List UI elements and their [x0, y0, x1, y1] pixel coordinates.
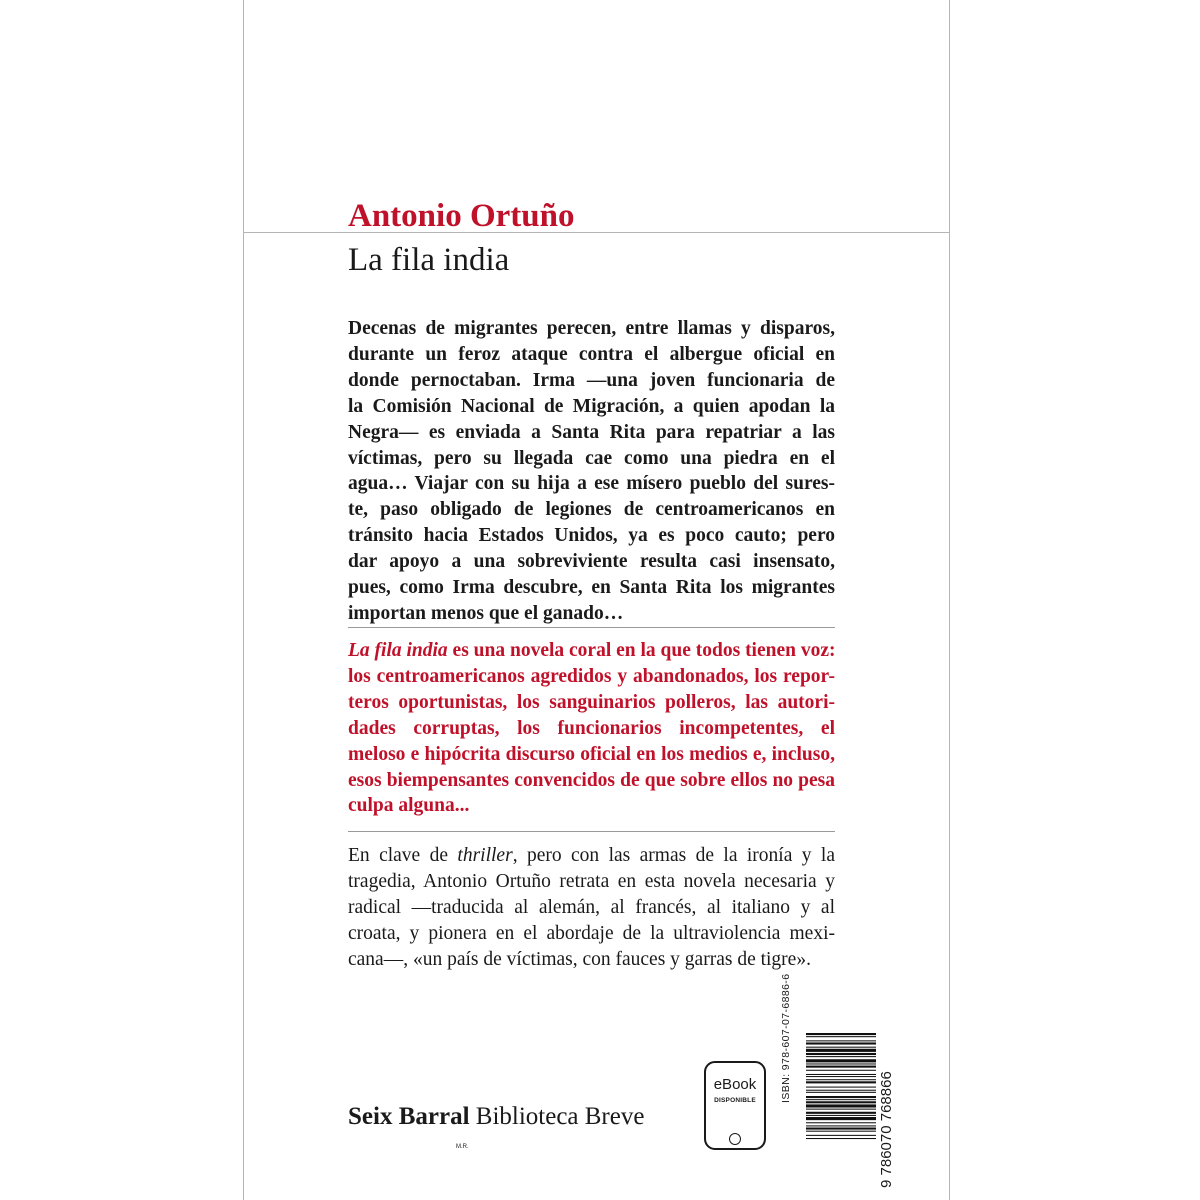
trademark-mark: M.R. — [456, 1144, 469, 1150]
barcode-bar — [806, 1059, 876, 1062]
barcode-digits-wrap — [878, 1033, 894, 1188]
publisher-imprint — [348, 1101, 644, 1133]
barcode-bar — [806, 1036, 876, 1037]
barcode-bar — [806, 1081, 876, 1083]
barcode-bar — [806, 1056, 876, 1057]
barcode-bar — [806, 1099, 876, 1100]
review-line-end: , pero con las armas de la ironía y la — [512, 845, 836, 866]
divider-line — [348, 831, 835, 832]
book-title: La fila india — [348, 242, 510, 278]
synopsis-line: Negra— es enviada a Santa Rita para repatriar a las — [348, 421, 835, 443]
barcode-bar — [806, 1049, 876, 1052]
ebook-badge — [704, 1061, 766, 1150]
ebook-label: eBook — [713, 1076, 757, 1093]
barcode-bar — [806, 1079, 876, 1080]
highlight-line: los centroamericanos agredidos y abandonados, los repor- — [348, 665, 835, 687]
synopsis-line: pues, como Irma descubre, en Santa Rita los migrantes — [348, 577, 835, 599]
synopsis-line: víctimas, pero su llegada cae como una piedra en el — [348, 447, 835, 469]
home-button-icon — [729, 1133, 741, 1145]
highlight-line: culpa alguna... — [348, 795, 470, 817]
review-line-start: En clave de — [348, 845, 458, 866]
synopsis-line: importan menos que el ganado… — [348, 602, 624, 624]
synopsis-line: Decenas de migrantes perecen, entre llamas y disparos, — [348, 318, 835, 339]
barcode-bar — [806, 1135, 876, 1136]
highlight-line: meloso e hipócrita discurso oficial en los medios e, incluso, — [348, 743, 835, 765]
review-line — [348, 843, 835, 869]
highlight-line-rest: es una novela coral en la que todos tienen voz: — [447, 640, 836, 661]
barcode-bar — [806, 1040, 876, 1041]
barcode-bar — [806, 1125, 876, 1126]
barcode-bar — [806, 1131, 876, 1132]
barcode-bar — [806, 1112, 876, 1114]
synopsis-line: agua… Viajar con su hija a ese mísero pueblo del sures- — [348, 473, 835, 495]
barcode-bar — [806, 1042, 876, 1044]
synopsis-line: la Comisión Nacional de Migración, a quien apodan la — [348, 395, 835, 417]
author-name: Antonio Ortuño — [348, 198, 575, 234]
barcode-bar — [806, 1101, 876, 1103]
barcode-bar — [806, 1063, 876, 1064]
publisher-name: Seix Barral — [348, 1103, 470, 1130]
highlight-line: esos biempensantes convencidos de que sobre ellos no pesa — [348, 769, 835, 791]
isbn-label: ISBN: 978-607-07-6886-6 — [780, 973, 792, 1103]
collection-name: Biblioteca Breve — [469, 1103, 645, 1130]
highlight-line: dades corruptas, los funcionarios incompetentes, el — [348, 717, 835, 739]
barcode-bar — [806, 1115, 876, 1116]
barcode — [806, 1033, 876, 1173]
synopsis-line: te, paso obligado de legiones de centroamericanos en — [348, 499, 835, 521]
book-title-italic: La fila india — [348, 640, 448, 661]
ebook-sub-label: DISPONIBLE — [714, 1097, 756, 1104]
barcode-bar — [806, 1128, 876, 1130]
highlight-line: teros oportunistas, los sanguinarios polleros, las autori- — [348, 691, 835, 713]
barcode-digits: 9 786070 768866 — [878, 1071, 895, 1188]
thriller-italic: thriller — [457, 845, 513, 866]
barcode-bar — [806, 1053, 876, 1055]
barcode-bar — [806, 1087, 876, 1088]
review-line: tragedia, Antonio Ortuño retrata en esta novela necesaria y — [348, 870, 835, 892]
highlight-paragraph — [348, 638, 835, 819]
review-paragraph — [348, 843, 835, 973]
barcode-bar — [806, 1104, 876, 1107]
barcode-bar — [806, 1092, 876, 1093]
barcode-bar — [806, 1117, 876, 1120]
barcode-bar — [806, 1109, 876, 1110]
divider-line — [348, 627, 835, 628]
barcode-bar — [806, 1033, 876, 1035]
barcode-bar — [806, 1138, 876, 1139]
barcode-bar — [806, 1096, 876, 1098]
synopsis-paragraph — [348, 316, 835, 627]
synopsis-line: dar apoyo a una sobreviviente resulta casi insensato, — [348, 551, 835, 573]
review-line: croata, y pionera en el abordaje de la ultraviolencia mexi- — [348, 922, 835, 944]
barcode-bar — [806, 1074, 876, 1075]
review-line: radical —traducida al alemán, al francés, al italiano y al — [348, 896, 835, 918]
barcode-bar — [806, 1122, 876, 1123]
barcode-bar — [806, 1047, 876, 1048]
synopsis-line: tránsito hacia Estados Unidos, ya es poco cauto; pero — [348, 525, 835, 547]
barcode-bar — [806, 1066, 876, 1068]
synopsis-line: durante un feroz ataque contra el albergue oficial en — [348, 343, 835, 365]
synopsis-line: donde pernoctaban. Irma —una joven funcionaria de — [348, 369, 835, 391]
barcode-bar — [806, 1090, 876, 1091]
barcode-bar — [806, 1076, 876, 1077]
highlight-line — [348, 638, 835, 664]
review-line: cana—, «un país de víctimas, con fauces y garras de tigre». — [348, 948, 811, 970]
barcode-bar — [806, 1070, 876, 1071]
